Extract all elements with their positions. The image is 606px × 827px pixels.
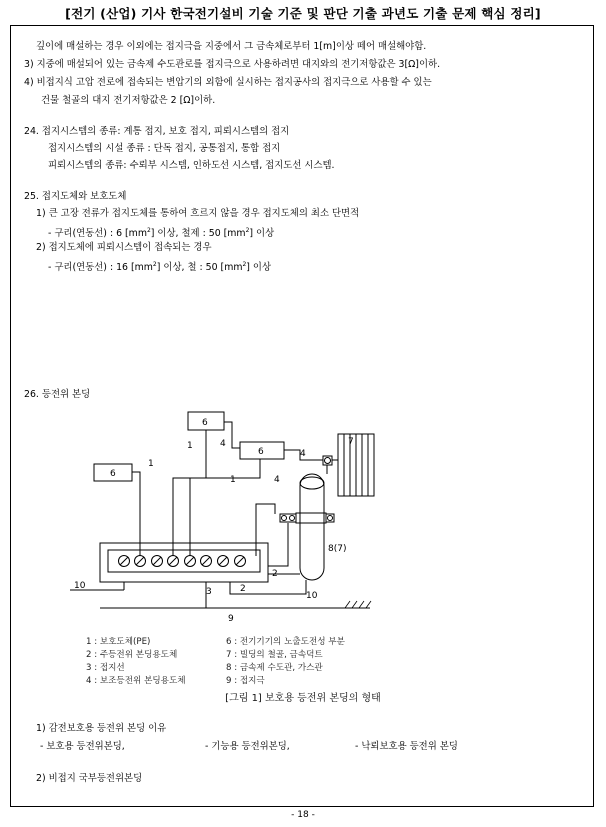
label-1: 1 (148, 459, 154, 469)
text-line: 건물 철골의 대지 전기저항값은 2 [Ω]이하. (41, 95, 216, 106)
text-line: 1) 감전보호용 등전위 본딩 이유 (36, 723, 167, 734)
label-6: 6 (258, 447, 264, 457)
legend-item: 4 : 보조등전위 본딩용도체 (86, 676, 186, 686)
earthing-terminal-bar (100, 543, 268, 582)
legend-item: 3 : 접지선 (86, 663, 125, 673)
legend-item: 7 : 빌딩의 철골, 금속덕트 (226, 650, 323, 660)
section-24-heading: 24. 접지시스템의 종류: 계통 접지, 보호 접지, 피뢰시스템의 접지 (24, 126, 290, 137)
text-line: - 보호용 등전위본딩, (40, 741, 125, 752)
label-7: 7 (348, 437, 354, 447)
text-line: - 기능용 등전위본딩, (205, 741, 290, 752)
label-10: 10 (306, 591, 318, 601)
text-line: - 낙뢰보호용 등전위 본딩 (355, 741, 458, 752)
text-line: 1) 큰 고장 전류가 접지도체를 통하여 흐르지 않을 경우 접지도체의 최소 단면적 (36, 208, 360, 219)
label-10: 10 (74, 581, 86, 591)
label-4: 4 (300, 449, 306, 459)
text-line: 피뢰시스템의 종류: 수뢰부 시스템, 인하도선 시스템, 접지도선 시스템. (48, 160, 335, 171)
terminal-screws (119, 556, 246, 567)
label-8: 8(7) (328, 544, 347, 554)
label-4: 4 (220, 439, 226, 449)
label-2: 2 (240, 584, 246, 594)
main-bonding-conductor (256, 504, 275, 556)
text-line: - 구리(연동선) : 16 $[mm^2]$ 이상, 철 : 50 $[mm^2]$ 이상 (48, 261, 272, 274)
legend-item: 6 : 전기기기의 노출도전성 부분 (226, 637, 345, 647)
text-line: - 구리(연동선) : 6 $[mm^2]$ 이상, 철제 : 50 $[mm^2]$ 이상 (48, 227, 275, 240)
label-3: 3 (206, 587, 212, 597)
main-bonding-conductor (268, 523, 288, 566)
pipe-clamp (280, 514, 296, 522)
text-line: 3) 지중에 매설되어 있는 금속제 수도관로를 접지극으로 사용하려면 대지와의 전기저항값은 3[Ω]이하. (24, 59, 441, 70)
page-number: - 18 - (291, 810, 315, 820)
text-line: 2) 접지도체에 피뢰시스템이 접속되는 경우 (36, 242, 212, 253)
label-6: 6 (110, 469, 116, 479)
legend-item: 8 : 금속제 수도관, 가스관 (226, 663, 323, 673)
section-26-heading: 26. 등전위 본딩 (24, 389, 91, 400)
supplementary-bonding (224, 422, 240, 448)
bonding-diagram (60, 408, 400, 630)
water-pipe (300, 474, 324, 580)
label-1: 1 (187, 441, 193, 451)
protective-conductor (190, 459, 260, 556)
label-9: 9 (228, 614, 234, 624)
text-line: 4) 비접지식 고압 전로에 접속되는 변압기의 외함에 실시하는 접지공사의 접지극으로 사용할 수 있는 (24, 77, 432, 88)
text-line: 2) 비접지 국부등전위본딩 (36, 773, 143, 784)
legend-item: 9 : 접지극 (226, 676, 265, 686)
legend-item: 1 : 보호도체(PE) (86, 637, 151, 647)
legend-item: 2 : 주등전위 본딩용도체 (86, 650, 178, 660)
label-2: 2 (272, 569, 278, 579)
section-25-heading: 25. 접지도체와 보호도체 (24, 191, 127, 202)
figure-caption: [그림 1] 보호용 등전위 본딩의 형태 (225, 693, 381, 704)
label-6: 6 (202, 418, 208, 428)
label-1: 1 (230, 475, 236, 485)
page-header: [전기 (산업) 기사 한국전기설비 기술 기준 및 판단 기출 과년도 기출 문제 핵심 정리] (65, 6, 541, 21)
label-4: 4 (274, 475, 280, 485)
text-line: 접지시스템의 시설 종류 : 단독 접지, 공통접지, 통합 접지 (48, 143, 281, 154)
text-line: 깊이에 매설하는 경우 이외에는 접지극을 지중에서 그 금속체로부터 1[m]이상 떼어 매설해야함. (36, 41, 427, 52)
